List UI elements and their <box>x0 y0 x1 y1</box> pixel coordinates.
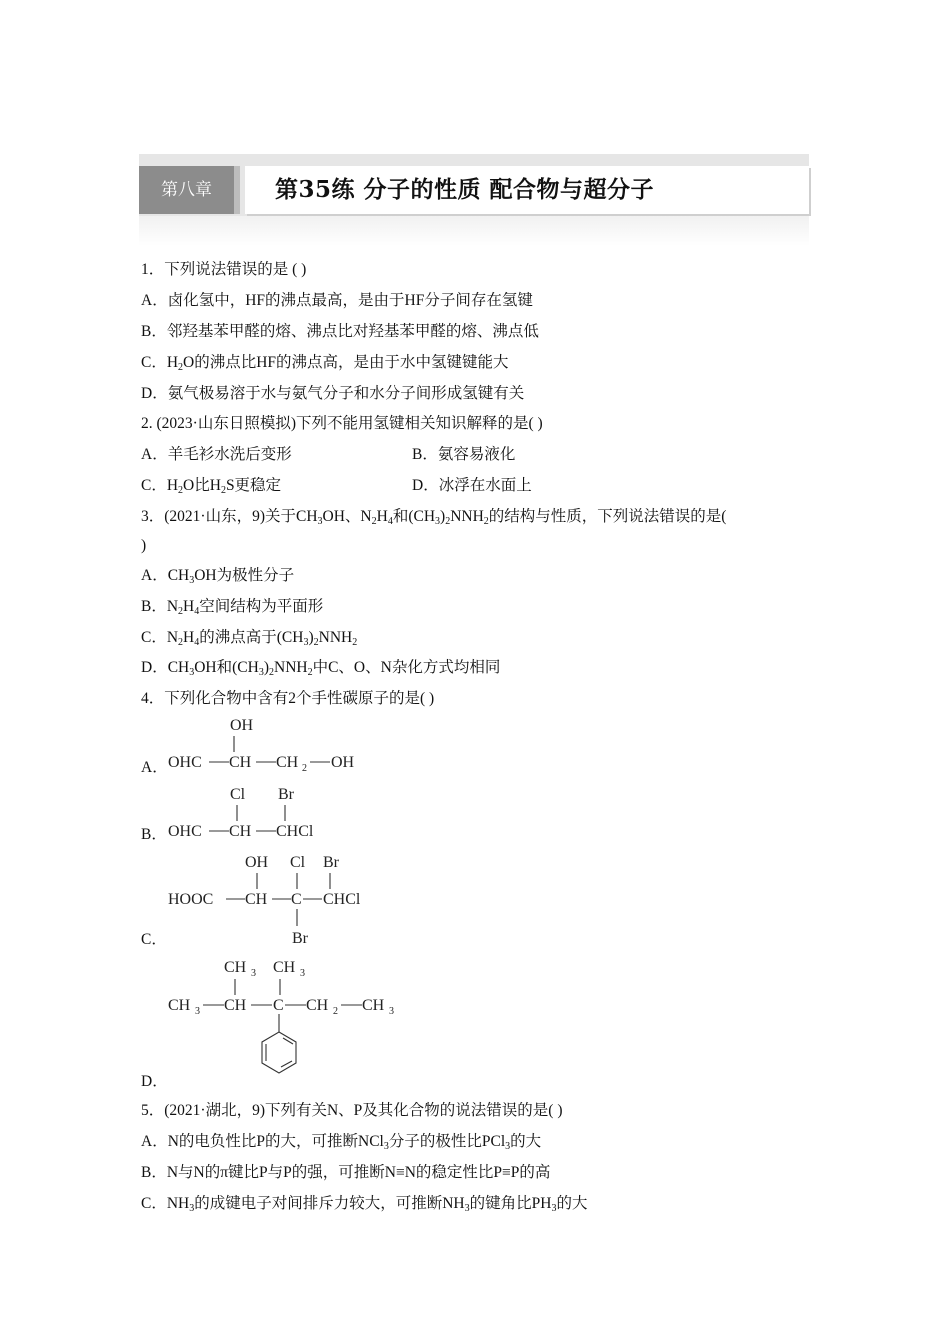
mol-c-c: C <box>291 891 302 908</box>
mol-d-ch3-b-sub: 3 <box>300 968 305 979</box>
mol-c-chcl: CHCl <box>323 891 361 908</box>
mol-c-ch: CH <box>245 891 268 908</box>
q3-option-c: C．$N_2H_4$的沸点高于$(CH_3)_2NNH_2$ <box>141 629 358 648</box>
mol-d-ch3-b: CH <box>273 959 296 976</box>
mol-c-cl: Cl <box>290 854 306 871</box>
mol-d-ch2: CH <box>306 997 329 1014</box>
q5-option-c: C．$NH_3$的成键电子对间排斥力较大，可推断$NH_3$的键角比$PH_3$的大 <box>141 1195 588 1214</box>
mol-b-br: Br <box>278 786 294 803</box>
mol-a-oh: OH <box>230 717 254 734</box>
q5-option-a: A．N的电负性比P的大，可推断NCl$_3$分子的极性比PCl$_3$的大 <box>141 1133 542 1152</box>
q3-stem-continued: ) <box>141 537 147 554</box>
q4-option-d-label: D． <box>141 1073 168 1090</box>
q5-option-b: B．N与N的π键比P与P的强，可推断N≡N的稳定性比P≡P的高 <box>141 1164 551 1181</box>
mol-d-ch3-right-sub: 3 <box>389 1006 394 1017</box>
q1-option-b: B．邻羟基苯甲醛的熔、沸点比对羟基苯甲醛的熔、沸点低 <box>141 323 539 340</box>
mol-c-br-top: Br <box>323 854 339 871</box>
mol-a-ch2-sub: 2 <box>302 763 307 774</box>
mol-a-ch: CH <box>229 754 252 771</box>
mol-b-cl: Cl <box>230 786 246 803</box>
mol-d-ch: CH <box>224 997 247 1014</box>
mol-d-ch2-sub: 2 <box>333 1006 338 1017</box>
q3-stem: 3．(2021·山东，9)关于$CH_3OH$、$N_2H_4$和$(CH_3)_2NNH_2$的结构与性质，下列说法错误的是( <box>141 508 727 527</box>
q3-option-b: B．$N_2H_4$空间结构为平面形 <box>141 598 324 617</box>
mol-a-ohc: OHC <box>168 754 202 771</box>
molecule-c <box>168 854 361 947</box>
q1-option-d: D．氨气极易溶于水与氨气分子和水分子间形成氢键有关 <box>141 385 525 402</box>
mol-d-c: C <box>273 997 284 1014</box>
q3-option-a: A．$CH_3OH$为极性分子 <box>141 567 295 586</box>
mol-a-oh-end: OH <box>331 754 355 771</box>
q2-option-d: D．冰浮在水面上 <box>412 477 532 494</box>
q4-option-a-label: A． <box>141 759 168 776</box>
q1-option-a: A．卤化氢中，HF的沸点最高，是由于HF分子间存在氢键 <box>141 292 533 309</box>
chapter-label: 第八章 <box>139 166 234 214</box>
mol-b-ch: CH <box>229 823 252 840</box>
q2-stem: 2. (2023·山东日照模拟)下列不能用氢键相关知识解释的是( ) <box>141 415 543 432</box>
phenyl-ring <box>262 1032 296 1073</box>
molecule-b <box>168 786 314 840</box>
page-title: 第35练 分子的性质 配合物与超分子 <box>275 176 655 203</box>
molecule-a <box>168 717 355 774</box>
mol-a-ch2: CH <box>276 754 299 771</box>
q4-option-b-label: B． <box>141 826 167 843</box>
q4-stem: 4．下列化合物中含有2个手性碳原子的是( ) <box>141 690 435 707</box>
q5-stem: 5．(2021·湖北，9)下列有关N、P及其化合物的说法错误的是( ) <box>141 1102 563 1119</box>
mol-d-ch3-right: CH <box>362 997 385 1014</box>
mol-d-ch3-left-sub: 3 <box>195 1006 200 1017</box>
q2-option-b: B．氨容易液化 <box>412 446 516 463</box>
q2-option-a: A．羊毛衫水洗后变形 <box>141 446 292 463</box>
q3-option-d: D．$CH_3OH$和$(CH_3)_2NNH_2$中C、O、N杂化方式均相同 <box>141 659 501 678</box>
q4-option-c-label: C． <box>141 931 167 948</box>
mol-d-ch3-a-sub: 3 <box>251 968 256 979</box>
mol-d-ch3-a: CH <box>224 959 247 976</box>
mol-c-oh: OH <box>245 854 269 871</box>
mol-b-ohc: OHC <box>168 823 202 840</box>
mol-c-br-bottom: Br <box>292 930 308 947</box>
mol-d-ch3-left: CH <box>168 997 191 1014</box>
q1-stem: 1．下列说法错误的是 ( ) <box>141 261 307 278</box>
q2-option-c: C．$H_2O$比$H_2S$更稳定 <box>141 477 282 496</box>
molecule-d <box>168 959 394 1073</box>
q1-option-c: C．$H_2O$的沸点比HF的沸点高，是由于水中氢键键能大 <box>141 354 509 373</box>
mol-b-chcl: CHCl <box>276 823 314 840</box>
mol-c-hooc: HOOC <box>168 891 214 908</box>
